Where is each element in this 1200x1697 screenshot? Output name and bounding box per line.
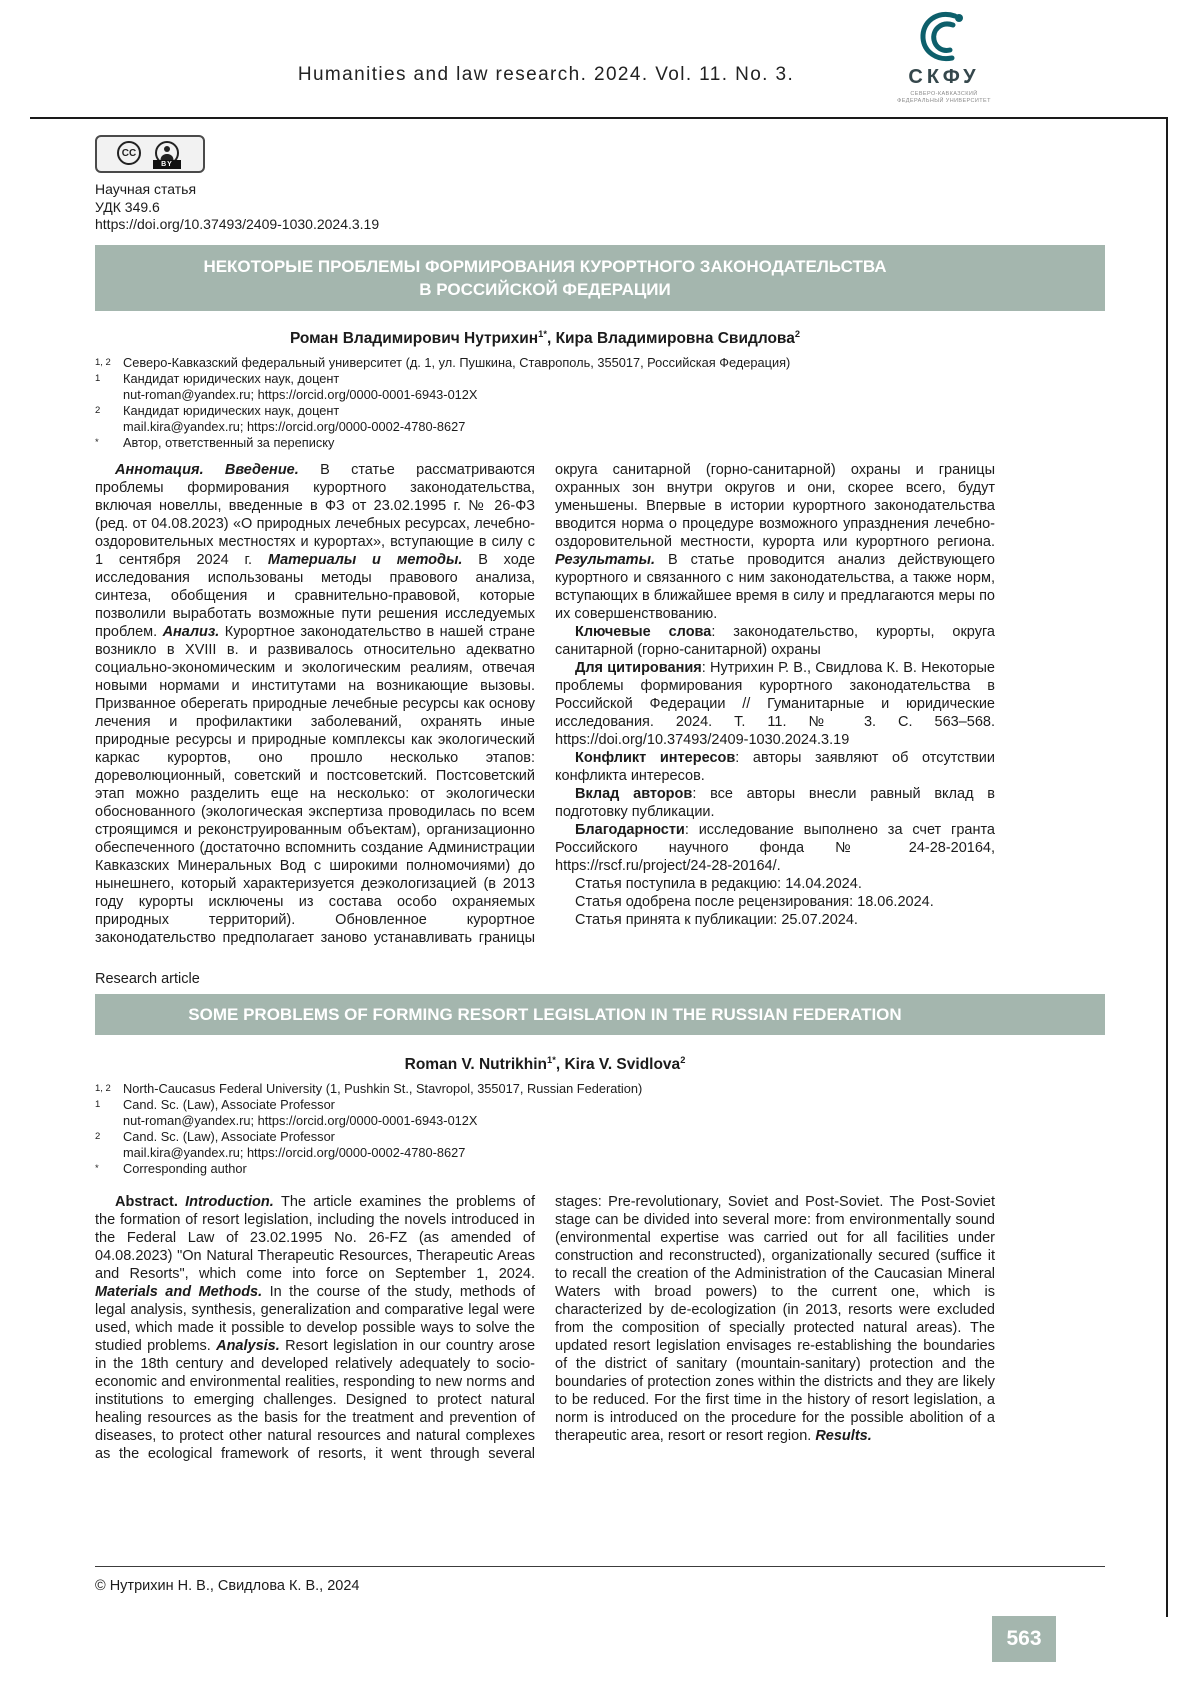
affiliation-marker (95, 1145, 123, 1161)
keywords-ru: Ключевые слова: законодательство, курорты, округа санитарной (горно-санитарной) охраны (555, 623, 995, 658)
abstract-en (95, 1193, 995, 1463)
research-article-label: Research article (95, 970, 200, 987)
affiliation-row (95, 1113, 995, 1129)
university-logo-abbr: СКФУ (908, 66, 980, 88)
affiliation-marker (95, 387, 123, 403)
affiliation-row (95, 419, 995, 435)
revised-date: Статья одобрена после рецензирования: 18.06.2024. (575, 893, 934, 910)
affiliations-en (95, 1081, 995, 1177)
affiliation-row (95, 1081, 995, 1097)
affiliation-marker: 1 (95, 372, 101, 384)
abstract-paragraph-en: Abstract. Introduction. The article examines the problems of the formation of resort legislation, including the novels introduced in the Federal Law of 23.02.1995 No. 26-FZ (as amended of 04.08.2023) "On Natural Therapeutic Resources, Therapeutic Areas and Resorts", which come into force on September 1, 2024. Materials and Methods. In the course of the study, methods of legal analysis, synthesis, generalization and comparative legal were used, which made it possible to develop possible ways to solve the studied problems. Analysis. Resort legislation in our country arose in the 18th century and developed relatively adequately to socio-economic and environmental realities, responding to new norms and institutions to emerging challenges. Designed to protect natural healing resources as the basis for the treatment and prevention of diseases, to protect other natural resources and natural complexes as the ecological framework of resorts, it went through several stages: Pre-revolutionary, Soviet and Post-Soviet. The Post-Soviet stage can be divided into several more: from environmentally sound (environmental expertise was carried out for all facilities under construction and reconstructed), organizationally secured (suffice it to recall the creation of the Administration of the Caucasian Mineral Waters with broad powers) to the current one, which is characterized by de-ecologization (in 2013, resorts were excluded from the composition of specially protected natural areas). The updated resort legislation envisages re-establishing the boundaries of the district of sanitary (mountain-sanitary) protection and the boundaries of protection zones within the districts and they are likely to be reduced. For the first time in the history of resort legislation, a norm is introduced on the procedure for the possible abolition of a therapeutic area, resort or resort region. Results. (95, 1193, 995, 1462)
conflict-of-interest-ru: Конфликт интересов: авторы заявляют об отсутствии конфликта интересов. (555, 749, 995, 784)
affiliation-row (95, 435, 995, 451)
affiliation-marker: 2 (95, 1130, 101, 1142)
affiliation-text: Cand. Sc. (Law), Associate Professor (123, 1096, 335, 1112)
affiliation-row (95, 1129, 995, 1145)
article-type-label: Научная статья (95, 181, 197, 197)
affiliation-row (95, 1097, 995, 1113)
affiliation-row (95, 355, 995, 371)
affiliation-marker: 1, 2 (95, 356, 111, 368)
author-contact-link[interactable]: mail.kira@yandex.ru; https://orcid.org/0000-0002-4780-8627 (123, 418, 466, 434)
affiliation-marker: 1 (95, 1098, 101, 1110)
affiliation-marker: * (95, 1162, 99, 1174)
author-contact-link[interactable]: nut-roman@yandex.ru; https://orcid.org/0000-0001-6943-012X (123, 386, 478, 402)
copyright-line: © Нутрихин Н. В., Свидлова К. В., 2024 (95, 1578, 360, 1594)
abstract-ru (95, 461, 995, 947)
university-logo-name: СЕВЕРО-КАВКАЗСКИЙ ФЕДЕРАЛЬНЫЙ УНИВЕРСИТЕТ (897, 91, 991, 104)
authors-ru: Роман Владимирович Нутрихин$^{1*}$, Кира Владимировна Свидлова$^2$ (289, 328, 801, 347)
affiliation-text: Кандидат юридических наук, доцент (123, 402, 340, 418)
affiliation-marker (95, 419, 123, 435)
received-date: Статья поступила в редакцию: 14.04.2024. (575, 875, 862, 892)
affiliation-marker (95, 1113, 123, 1129)
affiliations-ru (95, 355, 995, 451)
right-margin-rule (1166, 117, 1168, 1617)
doi-link[interactable]: https://doi.org/10.37493/2409-1030.2024.3.19 (95, 216, 380, 232)
acknowledgements-ru: Благодарности: исследование выполнено за счет гранта Российского научного фонда № 24-28-20164, https://rscf.ru/project/24-28-20164/. (555, 821, 995, 874)
affiliation-row (95, 403, 995, 419)
affiliation-row (95, 371, 995, 387)
affiliation-text: Cand. Sc. (Law), Associate Professor (123, 1128, 335, 1144)
footer-rule (95, 1566, 1105, 1567)
affiliation-text: Corresponding author (123, 1160, 247, 1176)
authors-en: Roman V. Nutrikhin$^{1*}$, Kira V. Svidlova$^2$ (404, 1054, 686, 1073)
article-meta (95, 181, 995, 234)
author-contact-link[interactable]: nut-roman@yandex.ru; https://orcid.org/0000-0001-6943-012X (123, 1112, 478, 1128)
author-contribution-ru: Вклад авторов: все авторы внесли равный вклад в подготовку публикации. (555, 785, 995, 820)
cc-by-label: BY (153, 160, 181, 169)
affiliation-text: Северо-Кавказский федеральный университет (д. 1, ул. Пушкина, Ставрополь, 355017, Российская Федерация) (123, 354, 791, 370)
article-title-en: SOME PROBLEMS OF FORMING RESORT LEGISLATION IN THE RUSSIAN FEDERATION (95, 994, 1105, 1035)
cc-by-license-badge[interactable] (95, 135, 205, 173)
abstract-paragraph-ru: Аннотация. Введение. В статье рассматриваются проблемы формирования курортного законодательства, включая новеллы, введенные в ФЗ от 23.02.1995 г. № 26-ФЗ (ред. от 04.08.2023) «О природных лечебных ресурсах, лечебно-оздоровительных местностях и курортах», вступающие в силу с 1 сентября 2024 г. Материалы и методы. В ходе исследования использованы методы правового анализа, синтеза, обобщения и сравнительно-правовой, которые позволили выработать возможные пути решения исследуемых проблем. Анализ. Курортное законодательство в нашей стране возникло в XVIII в. и развивалось относительно адекватно социально-экономическим и экологическим реалиям, отвечая новыми нормами и институтами на возникающие вызовы. Призванное оберегать природные лечебные ресурсы как основу лечения и профилактики заболеваний, охранять иные природные ресурсы и природные комплексы как экологический каркас курортов, оно прошло несколько этапов: дореволюционный, советский и постсоветский. Постсоветский этап можно разделить еще на несколько: от экологически обоснованного (экологическая экспертиза проводилась по всем строящимся и реконструированным объектам), организационно обеспеченного (достаточно вспомнить создание Администрации Кавказских Минеральных Вод с широкими полномочиями) до нынешнего, который характеризуется деэкологизацией (в 2013 году курорты исключены из состава особо охраняемых природных территорий). Обновленное курортное законодательство предполагает заново устанавливать границы округа санитарной (горно-санитарной) охраны и границы охранных зон внутри округов и они, скорее всего, будут уменьшены. Впервые в истории курортного законодательства вводится норма о процедуре возможного упразднения лечебно-оздоровительной местности, курорта или курортного региона. Результаты. В статье проводится анализ действующего курортного и связанного с ним законодательства, а также норм, вступающих в ближайшее время в силу и предлагаются меры по их совершенствованию. (95, 461, 995, 946)
affiliation-text: Автор, ответственный за переписку (123, 434, 335, 450)
affiliation-row (95, 387, 995, 403)
affiliation-text: North-Caucasus Federal University (1, Pushkin St., Stavropol, 355017, Russian Federation) (123, 1080, 643, 1096)
author-contact-link[interactable]: mail.kira@yandex.ru; https://orcid.org/0000-0002-4780-8627 (123, 1144, 466, 1160)
affiliation-row (95, 1145, 995, 1161)
affiliation-text: Кандидат юридических наук, доцент (123, 370, 340, 386)
citation-ru: Для цитирования: Нутрихин Р. В., Свидлова К. В. Некоторые проблемы формирования курортного законодательства в Российской Федерации // Гуманитарные и юридические исследования. 2024. Т. 11. № 3. С. 563–568. https://doi.org/10.37493/2409-1030.2024.3.19 (555, 659, 995, 748)
affiliation-marker: 2 (95, 404, 101, 416)
article-content (95, 0, 995, 1463)
udc-label: УДК 349.6 (95, 198, 160, 215)
affiliation-row (95, 1161, 995, 1177)
article-title-ru: НЕКОТОРЫЕ ПРОБЛЕМЫ ФОРМИРОВАНИЯ КУРОРТНОГО ЗАКОНОДАТЕЛЬСТВА В РОССИЙСКОЙ ФЕДЕРАЦИИ (95, 245, 1105, 311)
affiliation-marker: 1, 2 (95, 1082, 111, 1094)
accepted-date: Статья принята к публикации: 25.07.2024. (575, 911, 858, 928)
cc-icon: CC (117, 141, 141, 165)
affiliation-marker: * (95, 436, 99, 448)
journal-header: Humanities and law research. 2024. Vol. 11. No. 3. (297, 64, 795, 85)
page-number-badge: 563 (992, 1616, 1056, 1662)
